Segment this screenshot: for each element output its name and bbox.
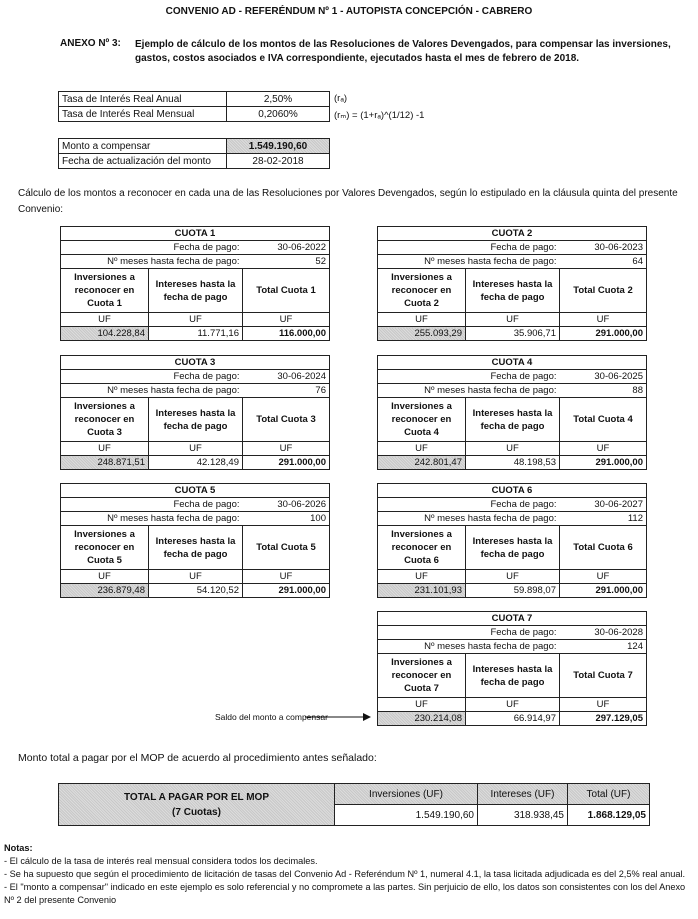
intereses-header: Intereses hasta la fecha de pago xyxy=(466,269,560,313)
cuota-table xyxy=(377,483,647,598)
anexo-label: ANEXO Nº 3: xyxy=(60,38,121,49)
unit-label: UF xyxy=(149,313,243,327)
meses-label: Nº meses hasta fecha de pago: xyxy=(378,384,560,398)
cuota-title: CUOTA 2 xyxy=(378,227,647,241)
unit-label: UF xyxy=(378,313,466,327)
unit-label: UF xyxy=(61,313,149,327)
intro-paragraph: Cálculo de los montos a reconocer en cada una de las Resoluciones por Valores Devengados, según lo estipulado en la cláusula quinta del presente Convenio: xyxy=(18,188,678,215)
fecha-pago-value: 30-06-2025 xyxy=(560,370,647,384)
meses-label: Nº meses hasta fecha de pago: xyxy=(61,255,243,269)
fecha-pago-label: Fecha de pago: xyxy=(61,241,243,255)
fecha-pago-label: Fecha de pago: xyxy=(378,370,560,384)
inversiones-header: Inversiones a reconocer en Cuota 6 xyxy=(378,526,466,570)
total-header: Total Cuota 7 xyxy=(560,654,647,698)
rate-value: 2,50% xyxy=(227,92,330,107)
fecha-pago-value: 30-06-2028 xyxy=(560,626,647,640)
rate-label: Tasa de Interés Real Anual xyxy=(59,92,227,107)
total-inversiones: 1.549.190,60 xyxy=(335,805,478,826)
inversiones-header: Inversiones a reconocer en Cuota 5 xyxy=(61,526,149,570)
fecha-pago-value: 30-06-2023 xyxy=(560,241,647,255)
total-header: Total Cuota 4 xyxy=(560,398,647,442)
total-header: Total Cuota 1 xyxy=(243,269,330,313)
fecha-pago-value: 30-06-2024 xyxy=(243,370,330,384)
inversiones-header: Inversiones a reconocer en Cuota 4 xyxy=(378,398,466,442)
cuota-table xyxy=(377,611,647,726)
total-header: Total Cuota 6 xyxy=(560,526,647,570)
meses-value: 88 xyxy=(560,384,647,398)
unit-label: UF xyxy=(466,313,560,327)
total-header: Total Cuota 3 xyxy=(243,398,330,442)
unit-label: UF xyxy=(149,442,243,456)
unit-label: UF xyxy=(560,698,647,712)
note-item: - El "monto a compensar" indicado en este ejemplo es solo referencial y no compromete a las partes. Sin perjuicio de ello, los datos son consistentes con los del Anexo Nº 2 del presente Convenio xyxy=(4,882,686,905)
intereses-value: 66.914,97 xyxy=(466,712,560,726)
unit-label: UF xyxy=(243,313,330,327)
total-header: Total Cuota 5 xyxy=(243,526,330,570)
meses-label: Nº meses hasta fecha de pago: xyxy=(61,512,243,526)
monto-value: 1.549.190,60 xyxy=(227,139,330,154)
unit-label: UF xyxy=(243,570,330,584)
cuota-title: CUOTA 7 xyxy=(378,612,647,626)
meses-value: 52 xyxy=(243,255,330,269)
fecha-pago-value: 30-06-2026 xyxy=(243,498,330,512)
intereses-header: Intereses hasta la fecha de pago xyxy=(466,398,560,442)
unit-label: UF xyxy=(61,570,149,584)
anexo-description: Ejemplo de cálculo de los montos de las Resoluciones de Valores Devengados, para compensar las inversiones, gastos, costos asociados e IVA correspondiente, ejecutados hasta el mes de febrero de 2018. xyxy=(135,39,671,64)
rate-formula: (rₐ) xyxy=(334,93,348,104)
unit-label: UF xyxy=(61,442,149,456)
intereses-header: Intereses hasta la fecha de pago xyxy=(466,526,560,570)
rates-table xyxy=(58,91,330,122)
intereses-value: 11.771,16 xyxy=(149,327,243,341)
inversiones-value: 255.093,29 xyxy=(378,327,466,341)
summary-subtitle: (7 Cuotas) xyxy=(172,806,221,818)
fecha-value: 28-02-2018 xyxy=(227,154,330,169)
inversiones-value: 230.214,08 xyxy=(378,712,466,726)
total-value: 116.000,00 xyxy=(243,327,330,341)
summary-table xyxy=(58,783,650,826)
fecha-label: Fecha de actualización del monto xyxy=(59,154,227,169)
unit-label: UF xyxy=(466,442,560,456)
summary-title: TOTAL A PAGAR POR EL MOP xyxy=(123,791,269,803)
cuota-title: CUOTA 5 xyxy=(61,484,330,498)
document-title: CONVENIO AD - REFERÉNDUM Nº 1 - AUTOPISTA CONCEPCIÓN - CABRERO xyxy=(165,6,533,17)
total-value: 291.000,00 xyxy=(243,456,330,470)
cuota-title: CUOTA 1 xyxy=(61,227,330,241)
total-value: 297.129,05 xyxy=(560,712,647,726)
inversiones-value: 242.801,47 xyxy=(378,456,466,470)
unit-label: UF xyxy=(243,442,330,456)
inversiones-value: 104.228,84 xyxy=(61,327,149,341)
monto-label: Monto a compensar xyxy=(59,139,227,154)
cuota-title: CUOTA 6 xyxy=(378,484,647,498)
notes xyxy=(4,842,694,907)
unit-label: UF xyxy=(466,570,560,584)
unit-label: UF xyxy=(560,442,647,456)
cuota-table xyxy=(60,483,330,598)
mop-intro: Monto total a pagar por el MOP de acuerdo al procedimiento antes señalado: xyxy=(18,752,377,764)
unit-label: UF xyxy=(378,698,466,712)
intereses-header: Intereses hasta la fecha de pago xyxy=(149,398,243,442)
inversiones-header: Inversiones a reconocer en Cuota 3 xyxy=(61,398,149,442)
inversiones-value: 236.879,48 xyxy=(61,584,149,598)
saldo-label: Saldo del monto a compensar xyxy=(215,712,328,722)
meses-label: Nº meses hasta fecha de pago: xyxy=(378,640,560,654)
header-inversiones: Inversiones (UF) xyxy=(335,784,478,805)
header-intereses: Intereses (UF) xyxy=(478,784,568,805)
fecha-pago-label: Fecha de pago: xyxy=(378,626,560,640)
meses-value: 112 xyxy=(560,512,647,526)
total-value: 291.000,00 xyxy=(560,584,647,598)
total-value: 291.000,00 xyxy=(243,584,330,598)
meses-label: Nº meses hasta fecha de pago: xyxy=(61,384,243,398)
total-general: 1.868.129,05 xyxy=(568,805,650,826)
cuota-title: CUOTA 4 xyxy=(378,356,647,370)
cuota-table xyxy=(377,226,647,341)
cuota-title: CUOTA 3 xyxy=(61,356,330,370)
total-value: 291.000,00 xyxy=(560,327,647,341)
intereses-value: 48.198,53 xyxy=(466,456,560,470)
summary-label xyxy=(59,784,335,826)
intereses-header: Intereses hasta la fecha de pago xyxy=(149,269,243,313)
intereses-value: 54.120,52 xyxy=(149,584,243,598)
monto-table xyxy=(58,138,330,169)
intereses-value: 42.128,49 xyxy=(149,456,243,470)
cuota-table xyxy=(377,355,647,470)
meses-value: 124 xyxy=(560,640,647,654)
unit-label: UF xyxy=(378,570,466,584)
unit-label: UF xyxy=(378,442,466,456)
fecha-pago-value: 30-06-2022 xyxy=(243,241,330,255)
header-total: Total (UF) xyxy=(568,784,650,805)
unit-label: UF xyxy=(149,570,243,584)
inversiones-header: Inversiones a reconocer en Cuota 1 xyxy=(61,269,149,313)
notes-title: Notas: xyxy=(4,843,33,853)
fecha-pago-label: Fecha de pago: xyxy=(61,498,243,512)
rate-value: 0,2060% xyxy=(227,107,330,122)
meses-value: 64 xyxy=(560,255,647,269)
inversiones-header: Inversiones a reconocer en Cuota 2 xyxy=(378,269,466,313)
meses-value: 100 xyxy=(243,512,330,526)
inversiones-header: Inversiones a reconocer en Cuota 7 xyxy=(378,654,466,698)
meses-label: Nº meses hasta fecha de pago: xyxy=(378,512,560,526)
total-intereses: 318.938,45 xyxy=(478,805,568,826)
inversiones-value: 231.101,93 xyxy=(378,584,466,598)
fecha-pago-label: Fecha de pago: xyxy=(378,498,560,512)
cuota-table xyxy=(60,226,330,341)
intereses-header: Intereses hasta la fecha de pago xyxy=(466,654,560,698)
note-item: - El cálculo de la tasa de interés real mensual considera todos los decimales. xyxy=(4,856,318,866)
meses-label: Nº meses hasta fecha de pago: xyxy=(378,255,560,269)
cuota-table xyxy=(60,355,330,470)
meses-value: 76 xyxy=(243,384,330,398)
unit-label: UF xyxy=(560,313,647,327)
note-item: - Se ha supuesto que según el procedimiento de licitación de tasas del Convenio Ad - Referéndum Nº 1, numeral 4.1, la tasa licitada adjudicada es del 2,5% real anual. xyxy=(4,869,686,879)
rate-label: Tasa de Interés Real Mensual xyxy=(59,107,227,122)
unit-label: UF xyxy=(466,698,560,712)
intereses-header: Intereses hasta la fecha de pago xyxy=(149,526,243,570)
total-header: Total Cuota 2 xyxy=(560,269,647,313)
fecha-pago-label: Fecha de pago: xyxy=(61,370,243,384)
unit-label: UF xyxy=(560,570,647,584)
rate-formula: (rₘ) = (1+rₐ)^(1/12) -1 xyxy=(334,110,425,121)
intereses-value: 35.906,71 xyxy=(466,327,560,341)
fecha-pago-label: Fecha de pago: xyxy=(378,241,560,255)
total-value: 291.000,00 xyxy=(560,456,647,470)
intereses-value: 59.898,07 xyxy=(466,584,560,598)
inversiones-value: 248.871,51 xyxy=(61,456,149,470)
fecha-pago-value: 30-06-2027 xyxy=(560,498,647,512)
arrow-right-icon xyxy=(305,711,371,726)
